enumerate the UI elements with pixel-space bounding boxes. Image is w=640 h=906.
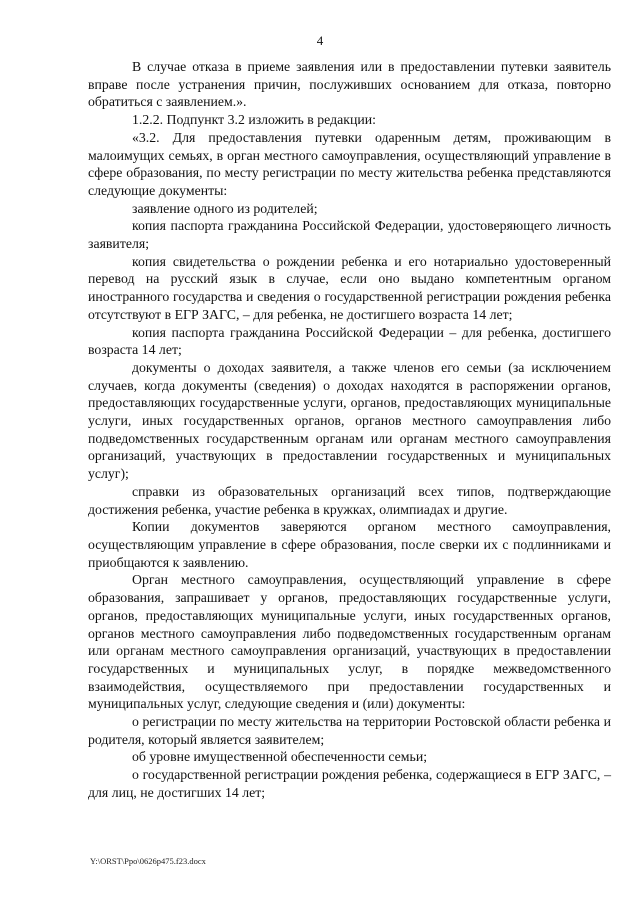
paragraph-interagency-request: Орган местного самоуправления, осуществляющий управление в сфере образования, запрашивает у органов, предоставляющих государственные услуги, органов, предоставляющих муниципальные услуги, иных государственных органов, органов местного самоуправления либо подведомственных государственным органам или органам местного самоуправления организаций, участвующих в предоставлении государственных и муниципальных услуг, в порядке межведомственного взаимодействия, осуществляемого при предоставлении государственных и муниципальных услуг, следующие сведения и (или) документы: (88, 572, 611, 712)
paragraph-copies-certification: Копии документов заверяются органом местного самоуправления, осуществляющим управление в сфере образования, после сверки их с подлинниками и приобщаются к заявлению. (88, 519, 611, 570)
list-item-achievement-certificates: справки из образовательных организаций всех типов, подтверждающие достижения ребенка, участие ребенка в кружках, олимпиадах и другие. (88, 483, 611, 517)
list-item-parent-application: заявление одного из родителей; (132, 200, 318, 216)
list-item-applicant-passport: копия паспорта гражданина Российской Федерации, удостоверяющего личность заявителя; (88, 218, 611, 252)
document-body (88, 58, 611, 802)
list-item-child-passport: копия паспорта гражданина Российской Федерации – для ребенка, достигшего возраста 14 лет; (88, 324, 611, 358)
paragraph-subclause-1-2-2: 1.2.2. Подпункт 3.2 изложить в редакции: (132, 112, 376, 128)
paragraph-refusal-note: В случае отказа в приеме заявления или в предоставлении путевки заявитель вправе после устранения причин, послуживших основанием для отказа, повторно обратиться с заявлением.». (88, 59, 611, 110)
list-item-birth-registration: о государственной регистрации рождения ребенка, содержащиеся в ЕГР ЗАГС, – для лиц, не достигших 14 лет; (88, 767, 611, 800)
paragraph-clause-3-2: «3.2. Для предоставления путевки одаренным детям, проживающим в малоимущих семьях, в орган местного самоуправления, осуществляющий управление в сфере образования, по месту регистрации по месту жительства ребенка представляются следующие документы: (88, 129, 611, 198)
list-item-property-status: об уровне имущественной обеспеченности семьи; (132, 749, 428, 765)
page-number: 4 (316, 33, 324, 48)
footer-file-path: Y:\ORST\Ppo\0626p475.f23.docx (90, 856, 206, 866)
list-item-birth-certificate: копия свидетельства о рождении ребенка и его нотариально удостоверенный перевод на русский язык в случае, если оно выдано компетентным органом иностранного государства и сведения о государственной регистрации рождения ребенка отсутствуют в ЕГР ЗАГС, – для ребенка, не достигшего возраста 14 лет; (88, 253, 611, 322)
list-item-income-documents: документы о доходах заявителя, а также членов его семьи (за исключением случаев, когда документы (сведения) о доходах находятся в распоряжении органов, предоставляющих государственные услуги, органов, предоставляющих муниципальные услуги, иных государственных органов, органов местного самоуправления либо подведомственных государственным органам или органам местного самоуправления организаций, участвующих в предоставлении государственных и муниципальных услуг); (88, 359, 611, 482)
list-item-residence-registration: о регистрации по месту жительства на территории Ростовской области ребенка и родителя, который является заявителем; (88, 714, 611, 747)
